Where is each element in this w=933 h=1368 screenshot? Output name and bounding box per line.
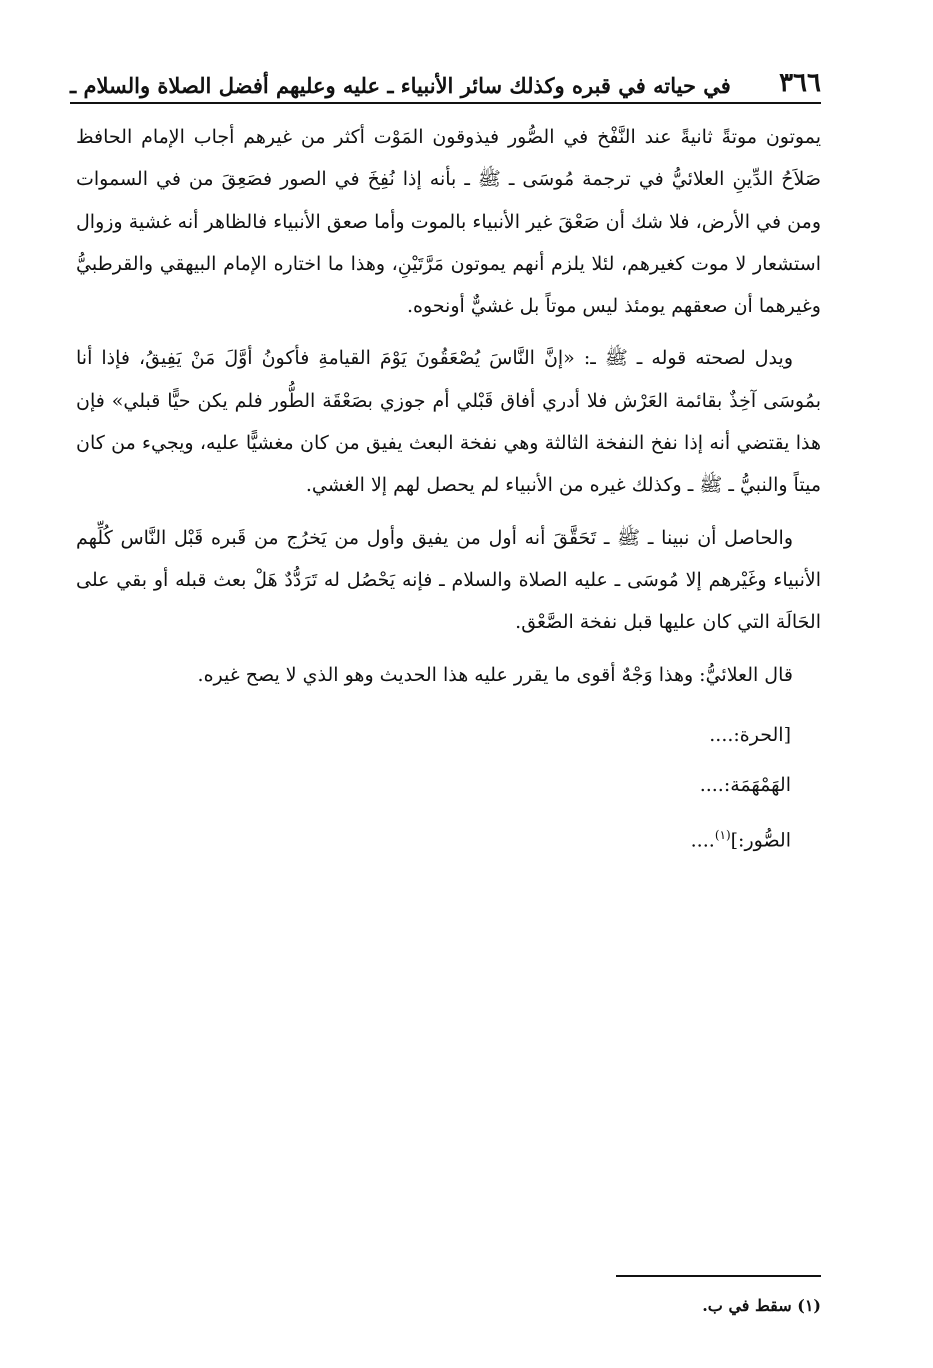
footnote-ref: (١)	[714, 828, 731, 843]
list-item-harra: [الحرة:....	[709, 723, 791, 746]
footnote: (١) سقط في ب.	[702, 1296, 821, 1315]
list-item-sur-dots: ....	[690, 829, 715, 852]
list-item-sur-text: الصُّور:]	[730, 829, 791, 852]
footnote-separator	[616, 1275, 821, 1277]
page-number: ٣٦٦	[779, 68, 821, 98]
list-item-hamhama: الهَمْهَمَة:....	[699, 774, 791, 797]
paragraph-4: قال العلائيُّ: وهذا وَجْهٌ أقوى ما يقرر عليه هذا الحديث وهو الذي لا يصح غيره.	[197, 663, 793, 686]
running-title: في حياته في قبره وكذلك سائر الأنبياء ـ عليه وعليهم أفضل الصلاة والسلام ـ	[70, 73, 731, 98]
paragraph-3: والحاصل أن نبينا ـ ﷺ ـ تَحَقَّقَ أنه أول من يفيق وأول من يَخرُج من قَبره قَبْل النَّاس كُلِّهم الأنبياء وغَيْرهم إلا مُوسَى ـ عليه الصلاة والسلام ـ فإنه يَحْصُل له تَرَدُّدٌ هَلْ بعث قبله أو بقي على الحَالَة التي كان عليها قبل نفخة الصَّعْق.	[76, 526, 821, 634]
page-header	[70, 58, 821, 104]
paragraph-1: يموتون موتةً ثانيةً عند النَّفْخ في الصُّور فيذوقون المَوْت أكثر من غيرهم أجاب الإمام الحافظ صَلاَحُ الدِّينِ العلائيُّ في ترجمة مُوسَى ـ ﷺ ـ بأنه إذا نُفِخَ في الصور فصَعِقَ من في السموات ومن في الأرض، فلا شك أن صَعْقَ غير الأنبياء بالموت وأما صعق الأنبياء فالظاهر أنه غشية وزوال استشعار لا موت كغيرهم، لئلا يلزم أنهم يموتون مَرَّتَيْنِ، وهذا ما اختاره الإمام البيهقي والقرطبيُّ وغيرهما أن صعقهم يومئذ ليس موتاً بل غشيٌّ أونحوه.	[76, 126, 821, 318]
list-item-sur	[76, 814, 821, 862]
page-body	[76, 116, 821, 870]
paragraph-2: ويدل لصحته قوله ـ ﷺ ـ: «إنَّ النَّاسَ يُصْعَقُونَ يَوْمَ القيامةِ فأكونُ أوَّلَ مَنْ يَفِيقُ، فإذا أنا بمُوسَى آخِذٌ بقائمة العَرْش فلا أدري أفاق قَبْلي أم جوزي بصَعْقَة الطُّور فلم يكن حيًّا قبلي» فإن هذا يقتضي أنه إذا نفخ النفخة الثالثة وهي نفخة البعث يفيق من كان مغشيًّا عليه، ويجيء من كان ميتاً والنبيُّ ـ ﷺ ـ وكذلك غيره من الأنبياء لم يحصل لهم إلا الغشي.	[76, 347, 821, 497]
